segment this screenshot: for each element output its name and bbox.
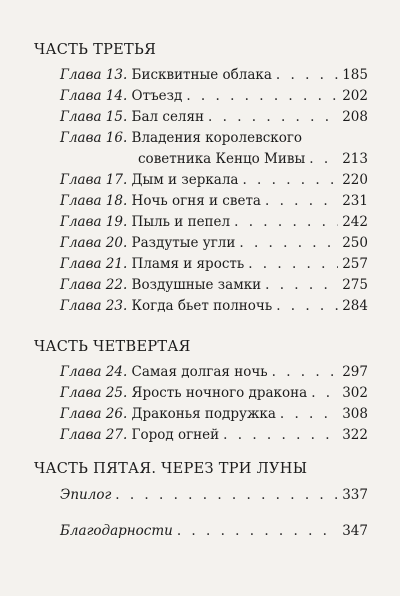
part-title: ЧАСТЬ ПЯТАЯ. ЧЕРЕЗ ТРИ ЛУНЫ bbox=[34, 461, 308, 477]
page-number: 220 bbox=[342, 172, 368, 188]
page-number: 213 bbox=[342, 151, 368, 167]
toc-row bbox=[60, 255, 368, 273]
chapter-number: Глава 16. bbox=[60, 130, 128, 146]
page-number: 185 bbox=[342, 67, 368, 83]
chapter-title: Воздушные замки bbox=[131, 277, 262, 293]
toc-row-acknowledgements bbox=[60, 522, 368, 540]
page-number: 208 bbox=[342, 109, 368, 125]
toc-row bbox=[60, 234, 368, 252]
leader-dots bbox=[234, 213, 338, 231]
chapter-number: Глава 18. bbox=[60, 193, 128, 209]
toc-row bbox=[60, 276, 368, 294]
leader-dots bbox=[309, 150, 338, 168]
chapter-number: Глава 21. bbox=[60, 256, 128, 272]
leader-dots bbox=[276, 66, 338, 84]
chapter-title: Город огней bbox=[131, 427, 220, 443]
chapter-title: Владения королевского bbox=[131, 130, 303, 146]
leader-dots bbox=[311, 384, 338, 402]
chapter-title: Самая долгая ночь bbox=[131, 364, 268, 380]
chapter-title: Бисквитные облака bbox=[131, 67, 272, 83]
chapter-number: Глава 26. bbox=[60, 406, 128, 422]
page-number: 231 bbox=[342, 193, 368, 209]
toc-row-epilogue bbox=[60, 486, 368, 504]
toc-row bbox=[60, 108, 368, 126]
page-number: 257 bbox=[342, 256, 368, 272]
toc-row bbox=[60, 384, 368, 402]
leader-dots bbox=[115, 486, 338, 504]
leader-dots bbox=[248, 255, 338, 273]
toc-row-first-line bbox=[60, 129, 368, 147]
page-number: 337 bbox=[342, 487, 368, 503]
leader-dots bbox=[208, 108, 338, 126]
leader-dots bbox=[265, 276, 338, 294]
toc-row bbox=[60, 192, 368, 210]
chapter-title: Ночь огня и света bbox=[131, 193, 261, 209]
page-number: 322 bbox=[342, 427, 368, 443]
page-number: 302 bbox=[342, 385, 368, 401]
leader-dots bbox=[276, 297, 338, 315]
leader-dots bbox=[223, 426, 338, 444]
chapter-title: Ярость ночного дракона bbox=[131, 385, 308, 401]
chapter-number: Глава 22. bbox=[60, 277, 128, 293]
chapter-number: Глава 20. bbox=[60, 235, 128, 251]
toc-row bbox=[60, 213, 368, 231]
chapter-number: Глава 27. bbox=[60, 427, 128, 443]
leader-dots bbox=[186, 87, 338, 105]
leader-dots bbox=[280, 405, 338, 423]
toc-row bbox=[60, 171, 368, 189]
toc-row bbox=[60, 66, 368, 84]
chapter-title: Отъезд bbox=[131, 88, 183, 104]
chapter-title: Пламя и ярость bbox=[131, 256, 245, 272]
chapter-title: Драконья подружка bbox=[131, 406, 276, 422]
page-number: 250 bbox=[342, 235, 368, 251]
toc-row bbox=[60, 405, 368, 423]
toc-row bbox=[60, 363, 368, 381]
leader-dots bbox=[177, 522, 338, 540]
toc-row bbox=[60, 426, 368, 444]
page-number: 242 bbox=[342, 214, 368, 230]
page-number: 347 bbox=[342, 523, 368, 539]
leader-dots bbox=[242, 171, 338, 189]
chapter-number: Глава 24. bbox=[60, 364, 128, 380]
chapter-title: Пыль и пепел bbox=[131, 214, 231, 230]
chapter-title-continued: советника Кенцо Мивы bbox=[138, 151, 306, 167]
chapter-number: Глава 25. bbox=[60, 385, 128, 401]
chapter-number: Глава 13. bbox=[60, 67, 128, 83]
chapter-title: Раздутые угли bbox=[131, 235, 236, 251]
toc-row bbox=[60, 297, 368, 315]
toc-row bbox=[138, 150, 368, 168]
chapter-title: Дым и зеркала bbox=[131, 172, 239, 188]
part-title: ЧАСТЬ ТРЕТЬЯ bbox=[34, 42, 157, 58]
chapter-number: Глава 17. bbox=[60, 172, 128, 188]
leader-dots bbox=[272, 363, 338, 381]
page-number: 275 bbox=[342, 277, 368, 293]
page-number: 284 bbox=[342, 298, 368, 314]
chapter-number: Глава 19. bbox=[60, 214, 128, 230]
part-title: ЧАСТЬ ЧЕТВЕРТАЯ bbox=[34, 339, 191, 355]
epilogue-title: Эпилог bbox=[60, 487, 112, 503]
chapter-number: Глава 14. bbox=[60, 88, 128, 104]
page-number: 308 bbox=[342, 406, 368, 422]
chapter-title: Бал селян bbox=[131, 109, 205, 125]
acknowledgements-title: Благодарности bbox=[60, 523, 173, 539]
toc-row bbox=[60, 87, 368, 105]
chapter-number: Глава 23. bbox=[60, 298, 128, 314]
page-number: 202 bbox=[342, 88, 368, 104]
leader-dots bbox=[265, 192, 338, 210]
page-number: 297 bbox=[342, 364, 368, 380]
chapter-number: Глава 15. bbox=[60, 109, 128, 125]
chapter-title: Когда бьет полночь bbox=[131, 298, 273, 314]
leader-dots bbox=[239, 234, 338, 252]
